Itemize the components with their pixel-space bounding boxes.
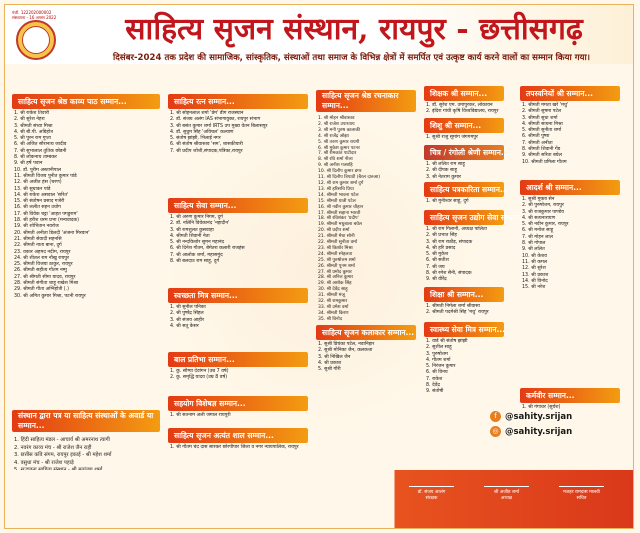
list-item: 6. श्रीमती पुष्पा (522, 134, 550, 140)
list-item: 3. श्री मनी पुरुष कालाकी (318, 127, 361, 133)
list-item: 2. सुश्री मोनिका जैन, कलकत्ता (318, 348, 373, 354)
list-item: 6. श्री दिनेश गौतम, बेमेतरा कलारी राजहंस (170, 246, 245, 252)
list-item: 10. श्री दिलीप कुमार डगर (318, 169, 362, 175)
signature-secretary: मजहर रामदास मालवी सचिव (563, 490, 600, 501)
section-title-kavya: साहित्य सृजन श्रेष्ठ काव्य पाठ सम्मान... (12, 94, 160, 109)
list-item: 14. श्री राकेश असवाल 'सरित' (14, 192, 69, 198)
list-item: 10. श्री केशव (522, 253, 547, 259)
list-item: 1. कु. सौम्या देवांगन (उम्र 7 वर्ष) (170, 369, 229, 374)
list-item: 5. श्री नवीन कुमार, रायपुर (522, 222, 569, 228)
registration-text: पंजी. 122202000002 संस्थापना - 16 अगस्त 2022 (12, 10, 57, 20)
instagram-handle: @sahity.srijan (505, 426, 573, 437)
list-item: 4. गौतम शर्मा (426, 357, 451, 363)
list-item: 8. देवेंद्र (426, 383, 440, 389)
list-item: 5. निरंजन कुमार (426, 364, 456, 370)
list-item: 25. श्रीमती विजया ठाकुर, रायपुर (14, 262, 73, 268)
section-title-tulsi: तपस्वनियों श्री सम्मान... (520, 86, 620, 101)
list-item: 14. श्रीमती भावना पटेल (318, 192, 359, 198)
list-item: 17. श्री विवेक चट्टा 'आहत पगडुराम' (14, 211, 78, 217)
section-title-sahityakar: साहित्य सृजन अत्यंत शाल सम्मान... (168, 428, 308, 443)
list-item: 6. श्री मनोज साहू (522, 228, 554, 234)
list-item: 2. श्री पुष्पेंद्र सिंहल (170, 311, 204, 317)
list-item: 3. श्री नेतराम कुमार (426, 174, 462, 180)
list-item: 1. सुश्री प्रियंका पटेल, नवानिहार (318, 342, 375, 347)
list-item: 28. श्री अनिल कुमार (318, 275, 354, 281)
list-item: 5. श्री नन्दकिशोर सुमन महानंद (170, 240, 225, 246)
section-title-seva: साहित्य सेवा सम्मान... (168, 198, 308, 213)
list-item: 3. श्री निखिल जैन (318, 354, 351, 360)
list-item: 4. श्री राजेंद्र ओझा (318, 133, 349, 139)
list-item: 26. श्रीमती सहीत्य गौतम नम्मु (14, 268, 67, 274)
poster-border (4, 4, 634, 529)
list-item: 20. श्री प्रदीप शर्मा (318, 228, 350, 234)
list-item: 2. श्री राजेश उपाध्याय (318, 121, 355, 127)
list-item: 3. श्री संजय आहीर (170, 317, 205, 323)
list-item: 2. श्रीमती सुषमा पटेल (522, 109, 562, 115)
list-item: 6. श्री विनय (426, 370, 448, 376)
list-item: 2. श्रीमती पदमेश्री सिंह 'मधु' रायपुर (426, 310, 489, 316)
list-item: 29. श्री अशोक सिंह (318, 281, 352, 287)
list-item: 1. श्री सुनील पनिका (170, 305, 206, 310)
list-item: 13. श्री सुधाकर पांडे (14, 186, 51, 192)
list-item: 10. डॉ. पुरीम अस्तानीपाल (14, 167, 61, 173)
list-item: 3. छत्तीस कवि संगम, रायपुर इकाई - श्री महेश शर्मा (14, 452, 112, 459)
list-item: 1. सुश्री राजु सूमांग जंगगमपुर (426, 135, 478, 140)
section-title-sahayog: सहयोग विशेषज्ञ सम्मान... (168, 396, 308, 411)
list-item: 5. श्री मुकेश (426, 252, 449, 258)
list-item: 1. श्री सोहनलाल शर्मा 'प्रेम' डीग राजस्थान (170, 111, 244, 116)
list-item: 15. श्रीमती धात्री पटेल (318, 198, 356, 204)
list-item: 3. श्री राजकुमार पाण्डेय (522, 209, 564, 215)
list-item: 1. श्रीमती ममता खरे 'मधु' (522, 103, 569, 108)
list-item: 7. श्रीमती अनीता (522, 140, 553, 146)
list-item: 8. श्री गोपाल (522, 241, 546, 247)
signature-patron: डॉ. संजय आलंग संरक्षक (417, 490, 446, 501)
list-item: 4. डॉ. सुधुम सिंह 'अविचल' कल्याण (170, 129, 234, 135)
list-item: 27. श्री श्रीमती सीमा यादव, रायपुर (14, 274, 76, 280)
list-item: 21. श्रीमती सेवादी सहनसि (14, 236, 62, 242)
list-item: 6. श्री मुकेश कुमार पटनर (318, 145, 360, 151)
list-item: 4. श्री हरि प्रसाद (426, 245, 456, 251)
list-item: 1. श्री सतनाम अली जमाल रायपुरी (170, 413, 231, 418)
list-item: 24. श्री शीतल राम नौखु रायपुर (14, 255, 69, 261)
list-item: 3. पुरुषोत्तम (426, 351, 448, 357)
list-item: 14. श्री विनोद (522, 278, 548, 284)
list-item: 11. श्रीमती विजय पुनीत कुमार पांडे (14, 173, 77, 179)
list-item: 8. श्री रवि शर्मा नीला (318, 157, 353, 163)
list-item: 31. श्रीमती मंजू (318, 293, 345, 299)
list-item: 4. श्री सतू केसर (170, 323, 199, 329)
list-item: 9. श्री वीरेंद्र (426, 277, 447, 283)
list-item: 5. श्रीमती सुनीता शर्मा (522, 128, 562, 134)
section-title-shikshak: शिक्षक श्री सम्मान... (424, 86, 504, 101)
list-item: 15. श्री संतोषन प्रसाद गजेरी (14, 199, 65, 205)
list-item: 2. सुशील साहू (426, 345, 452, 351)
section-title-patrakarita: साहित्य पत्रकारिता सम्मान... (424, 182, 504, 197)
list-item: 13. श्री प्रकाश (522, 272, 549, 278)
list-item: 4. श्री प्रकाश (318, 360, 342, 366)
list-item: 34. श्रीमती किरण (318, 310, 349, 316)
list-item: 10. श्रीमती प्रमिला गौतम (522, 159, 567, 165)
list-item: 22. श्रीमती सुनीता वर्मा (318, 240, 358, 246)
list-item: 1. वार्ड श्री संतोष झांझी (426, 339, 468, 344)
list-item: 16. श्री नवीन कुमार चौहान (318, 204, 364, 210)
list-item: 20. श्रीमती अनीता डिलदी 'अंजना मिरवान' (14, 230, 90, 236)
list-item: 2. डॉ. नलिनि विवेकानंद 'नहादीन' (170, 221, 230, 227)
list-item: 1. श्री ललित राम साहू (426, 162, 465, 167)
list-item: 6. श्री अजित सौरानाथ जादीव (14, 142, 67, 148)
list-item: 8. श्री लोकनाथ ताम्बकर (14, 155, 57, 161)
list-item: 2. डॉ. संजय अलंग IAS संभागायुक्त, रायपुर संभाग (170, 117, 261, 123)
section-title-bal: बाल प्रतिभा सम्मान... (168, 352, 308, 367)
section-title-adarsh: आदर्श श्री सम्मान... (520, 180, 620, 195)
list-item: 9. श्री अनीश गत्साहि (318, 163, 353, 169)
list-item: 24. श्रीमती स्नेहलता (318, 251, 353, 257)
section-title-rachnakar: साहित्य सृजन श्रेष्ठ रचनाकार सम्मान... (316, 90, 416, 112)
list-item: 7. श्री आलोक शर्मा, महासमुंद (170, 252, 223, 258)
list-item: 11. श्री कमल (522, 259, 548, 265)
list-item: 2. श्री सुरेश नेहरा (14, 117, 45, 123)
list-item: 5. श्री तरुण कुमार रायगी (318, 139, 360, 145)
section-title-shishu: शिशु श्री सम्मान... (424, 118, 504, 133)
list-item: 3. श्रीमती सुधा शर्मा (522, 115, 558, 121)
list-item: 5. श्री पुरन राम गुप्ता (14, 136, 51, 142)
list-item: 3. श्री बसंत कुमार शर्मा IRTS उप मुख्य वेतन बिलासपुर (170, 123, 268, 129)
list-item: 1. श्रीमती निर्मला शर्मा श्रीवासा (426, 304, 480, 309)
list-item: 23. वकार अहमद नदीम, रायपुर (14, 249, 71, 255)
list-item: 5. सुश्री गौरी (318, 367, 341, 373)
list-item: 8. श्री बलदाउ राम साहू, दुर्ग (170, 259, 220, 265)
list-item: 30. श्री अमित कुमार मिश्रा, पटनी रायपुर (14, 293, 86, 299)
list-item: 1. हिंदी साहित्य मंडल - आचार्य श्री अमरनाथ त्यागी (14, 437, 110, 443)
list-item: 12. श्री अजीत हंस (चरण) (14, 180, 62, 186)
list-item: 2. इंदिरा गांधी कृषि विश्वविद्यालय, रायपुर (426, 109, 499, 115)
list-item: 18. श्री रविशंकर 'प्रदीप' (318, 216, 359, 222)
list-item: 7. श्री सुभालाल तुतिक छोडनी (14, 148, 67, 154)
list-item: 23. श्री किशोर मिश्रा (318, 245, 353, 251)
list-item: 4. श्री बी.पी. अग्रिहोत्र (14, 129, 53, 135)
list-item: 8. श्री रमेश सैनी, संपादक (426, 271, 472, 277)
list-item: 7. श्री जय (426, 264, 445, 270)
section-title-udyog: साहित्य सृजन उद्योग सेवा सम्मान... (424, 210, 504, 225)
list-item: 3. श्रीमती संध्या मिश्रा (14, 123, 53, 129)
list-item: 2. नवरंग काव्य मंच - श्री राजेश जैन राही (14, 444, 92, 451)
list-item: 15. श्री नरेश (522, 285, 546, 291)
list-item: 18. श्री हरीश धरम प्रभा (मन्यवादक) (14, 218, 79, 224)
list-item: 27. श्री प्रमोद कुमार (318, 269, 352, 275)
list-item: 33. श्री उमेश वर्मा (318, 305, 349, 310)
list-item: 1. श्री अरुण कुमार निगम, दुर्ग (170, 215, 223, 220)
list-item: 9. श्रीमती सरिता बघेल (522, 153, 562, 159)
list-item: 26. श्रीमती पूनम शर्मा (318, 263, 355, 269)
list-item: 1. श्री मोहन श्रीवास्तव (318, 116, 355, 121)
list-item: 3. श्री राम राठौड़, संपादक (426, 239, 473, 245)
list-item: 1. श्री गंगाधर (सुर्यंश) (522, 405, 561, 410)
list-item: 11. श्री दिलीप त्रिपाठी (बैरल दारुआ) (318, 175, 380, 181)
list-item: 12. श्री सुरेश (522, 266, 546, 272)
list-item: 6. श्री सतीश (426, 258, 449, 264)
list-item: 8. श्रीमती शिवानी गेंड (522, 147, 561, 153)
list-item: 1. डॉ. सुरेश एम. उमापुरकर, लोकायन (426, 103, 493, 108)
facebook-handle: @sahity.srijan (505, 411, 573, 422)
list-item: 32. श्री रामकुमार (318, 299, 348, 305)
list-item: 1. सुश्री मुक्ता सेन (522, 197, 555, 202)
list-item: 7. राकेश (426, 376, 443, 382)
list-item: 5. संतोष झांझी, भिलाई नगर (170, 136, 221, 142)
list-item: 6. श्री संतोष श्रीवास्तव 'सम', शासकीयारी (170, 142, 243, 148)
list-item: 28. श्रीमती संगीता शाहू राखेश मिश्रा (14, 281, 79, 287)
list-item: 1. श्री राम गिलानी, अध्यक्ष पालिता (426, 227, 487, 232)
list-item: 21. श्रीमती मेघा सोनी (318, 234, 355, 240)
list-item: 9. श्री ललित (522, 247, 545, 253)
signature-president: श्री अजीत शर्मा अध्यक्ष (493, 490, 520, 501)
list-item: 4. श्रीमती शिवानी नेता (170, 233, 210, 239)
instagram-icon: ◎ (490, 426, 501, 437)
section-title-chitra: चित्र / रंगोली श्रेणी सम्मान... (424, 145, 504, 160)
list-item: 1. श्री गौतम चंद दास सारकर छोरपीपार जिला व नगर न्यायपालिक, रायपुर (170, 445, 299, 450)
list-item: 12. श्री राम कुमार शर्मा दुर्ग (318, 180, 364, 186)
list-item: 1. श्री राकेश तिवारी (14, 111, 50, 116)
section-title-karmaveer: कर्मवीर सम्मान... (520, 388, 620, 403)
list-item: 2. श्री पुरुषोत्तम, रायपुर (522, 203, 564, 209)
list-item: 7. श्री रीमकांत पाटीदार (318, 151, 357, 157)
list-item: 2. श्री दीपक साहू (426, 168, 458, 174)
section-title-swasthya: स्वास्थ्य सेवा मित्र सम्मान... (424, 322, 504, 337)
section-title-shiksha: शिक्षा श्री सम्मान... (424, 287, 504, 302)
section-title-ratna: साहित्य रत्न सम्मान... (168, 94, 308, 109)
list-item: 1. श्री मुनीश्वर साहू, दुर्ग (426, 199, 469, 204)
list-item: 35. श्री विनोद (318, 316, 343, 322)
list-item: 19. श्रीमती मधुबाला बघेल (318, 222, 362, 228)
section-title-sansthan: संस्थान द्वारा पत्र या साहित्य संस्थाओं के अवार्ड या सम्मान... (12, 410, 160, 432)
list-item: 9. संतोषी (426, 389, 444, 395)
list-item: 4. श्री सत्यनारायण (522, 215, 556, 221)
poster-title: साहित्य सृजन संस्थान, रायपुर - छत्तीसगढ़ (125, 12, 583, 47)
list-item: 30. श्री देवेंद्र साहू (318, 287, 348, 293)
list-item: 2. कु. समृद्धि यादव (उम्र 8 वर्ष) (170, 375, 228, 381)
poster-subtitle: दिसंबर-2024 तक प्रदेश की सामाजिक, सांस्कृतिक, संस्थाओं तथा समाज के विभिन्न क्षेत्रों में समर्पित एवं उत्कृष्ट कार्य करने वालों का सम्मान किया गया। (112, 53, 591, 63)
list-item: 2. श्री प्रभात सिंह (426, 233, 457, 239)
list-item: 17. श्रीमती सहाना भारती (318, 210, 361, 216)
section-title-swachhata: स्वच्छता मित्र सम्मान... (168, 288, 308, 303)
list-item: 4. श्रीमती साधना मिश्रा (522, 121, 563, 127)
list-item: 4. वसुधा मंच - श्री राजेश पहाड़े (14, 459, 74, 466)
list-item: 16. श्री ललीत सहन उधोग (14, 205, 61, 211)
list-item: 9. श्री हर्षे पवान (14, 161, 43, 167)
facebook-icon: f (490, 411, 501, 422)
section-title-kalakar: साहित्य सृजन कलाकार सम्मान... (316, 325, 416, 340)
list-item: 22. श्रीमती नाता बाना, दुर्ग (14, 243, 62, 249)
list-item: 7. श्री प्रदीप जोशी,संपादक,पत्रिका,रायपुर (170, 148, 243, 154)
list-item: 3. श्री रामशुलत कुसवाहा (170, 227, 214, 233)
list-item: 25. श्री पुरुषोत्तम शर्मा (318, 257, 356, 263)
list-item: 29. श्रीमती गीता अग्निहोत्री (.) (14, 287, 69, 293)
list-item: 19. श्री शोभितान नवरोज (14, 224, 59, 230)
list-item: 7. श्री मोहन लाल (522, 234, 553, 240)
list-item: 13. श्री हरिसचि प्रिया (318, 186, 354, 192)
